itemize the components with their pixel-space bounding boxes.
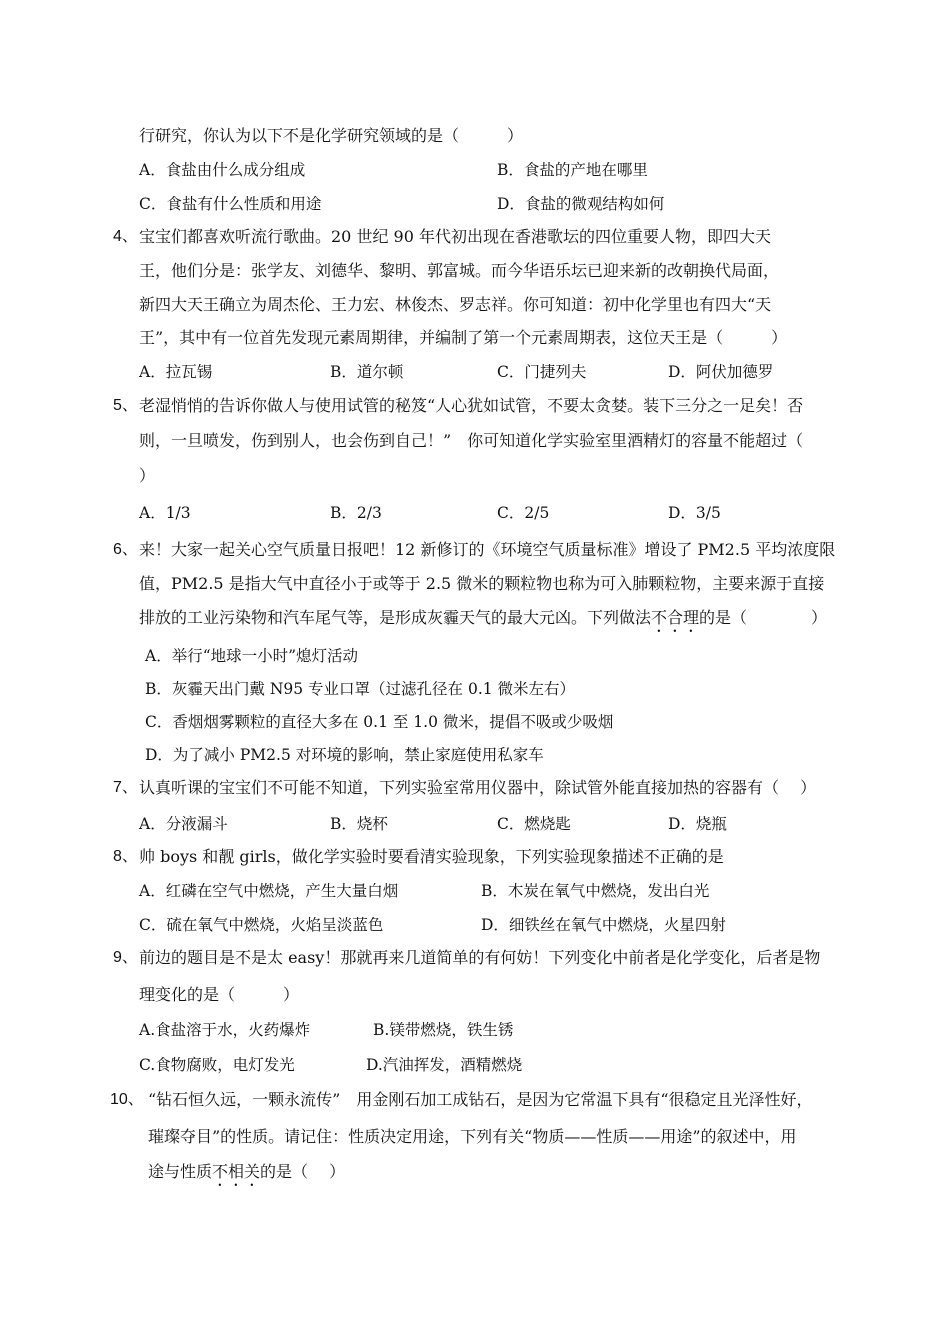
q6-option-a: A．举行“地球一小时”熄灯活动	[145, 647, 359, 665]
q4-stem-line4: 王”，其中有一位首先发现元素周期律，并编制了第一个元素周期表，这位天王是（ ）	[139, 328, 788, 347]
q4-stem-line1: 宝宝们都喜欢听流行歌曲。20 世纪 90 年代初出现在香港歌坛的四位重要人物，即四大天	[139, 227, 771, 246]
q6-option-d: D．为了减小 PM2.5 对环境的影响，禁止家庭使用私家车	[145, 746, 544, 764]
emphasis-text: 不相关	[212, 1162, 261, 1181]
q6-number: 6、	[113, 541, 138, 558]
q4-option-c: C．门捷列夫	[497, 363, 587, 381]
q9-option-a: A.食盐溶于水，火药爆炸	[139, 1021, 311, 1039]
q9-stem-line1: 前边的题目是不是太 easy！那就再来几道简单的有何妨！下列变化中前者是化学变化，后者是物	[139, 948, 821, 967]
q9-option-c: C.食物腐败，电灯发光	[139, 1056, 295, 1074]
q8-option-b: B．木炭在氧气中燃烧，发出白光	[481, 882, 710, 900]
q7-option-d: D．烧瓶	[668, 815, 727, 833]
q6-stem-line2: 值，PM2.5 是指大气中直径小于或等于 2.5 微米的颗粒物也称为可入肺颗粒物，主要来源于直接	[139, 574, 825, 593]
q8-stem-line1: 帅 boys 和靓 girls，做化学实验时要看清实验现象，下列实验现象描述不正确的是	[139, 847, 724, 866]
q7-option-b: B．烧杯	[330, 815, 388, 833]
q10-number: 10、	[110, 1091, 144, 1108]
q9-stem-line2: 理变化的是（ ）	[139, 985, 300, 1004]
q9-option-d: D.汽油挥发，酒精燃烧	[366, 1056, 523, 1074]
q4-option-a: A．拉瓦锡	[139, 363, 213, 381]
q4-stem-line3: 新四大天王确立为周杰伦、王力宏、林俊杰、罗志祥。你可知道：初中化学里也有四大“天	[139, 295, 772, 314]
q5-option-d: D．3/5	[668, 504, 721, 522]
q6-option-c: C．香烟烟雾颗粒的直径大多在 0.1 至 1.0 微米，提倡不吸或少吸烟	[145, 713, 614, 731]
q3-option-d: D．食盐的微观结构如何	[497, 195, 665, 213]
q8-number: 8、	[113, 848, 138, 865]
q8-option-a: A．红磷在空气中燃烧，产生大量白烟	[139, 882, 399, 900]
q7-option-a: A．分液漏斗	[139, 815, 228, 833]
q5-option-b: B．2/3	[330, 504, 382, 522]
q7-number: 7、	[113, 779, 138, 796]
emphasis-text: 不合理	[651, 608, 700, 627]
q10-stem-line1: “钻石恒久远，一颗永流传” 用金刚石加工成钻石，是因为它常温下具有“很稳定且光泽性好，	[148, 1090, 813, 1109]
q3-option-b: B．食盐的产地在哪里	[497, 161, 648, 179]
q6-stem-line3: 排放的工业污染物和汽车尾气等，是形成灰霾天气的最大元凶。下列做法不合理的是（ ）	[139, 608, 828, 627]
q7-stem-line1: 认真听课的宝宝们不可能不知道，下列实验室常用仪器中，除试管外能直接加热的容器有（ ）	[139, 778, 817, 797]
q3-option-c: C．食盐有什么性质和用途	[139, 195, 322, 213]
q10-stem-line3: 途与性质不相关的是（ ）	[148, 1162, 346, 1181]
q5-number: 5、	[113, 397, 138, 414]
q5-option-a: A．1/3	[139, 504, 191, 522]
q4-stem-line2: 王，他们分是：张学友、刘德华、黎明、郭富城。而今华语乐坛已迎来新的改朝换代局面，	[139, 261, 780, 280]
q8-option-c: C．硫在氧气中燃烧，火焰呈淡蓝色	[139, 916, 384, 934]
q10-stem-line2: 璀璨夺目”的性质。请记住：性质决定用途，下列有关“物质——性质——用途”的叙述中，用	[148, 1127, 797, 1146]
q4-option-d: D．阿伏加德罗	[668, 363, 774, 381]
q5-stem-line2: 则，一旦喷发，伤到别人，也会伤到自己！” 你可知道化学实验室里酒精灯的容量不能超过（	[139, 431, 804, 450]
q5-stem-line3: ）	[139, 466, 156, 485]
q7-option-c: C．燃烧匙	[497, 815, 571, 833]
q4-number: 4、	[113, 228, 138, 245]
q9-option-b: B.镁带燃烧，铁生锈	[373, 1021, 514, 1039]
q3-option-a: A．食盐由什么成分组成	[139, 161, 306, 179]
q4-option-b: B．道尔顿	[330, 363, 404, 381]
q6-stem-line1: 来！大家一起关心空气质量日报吧！12 新修订的《环境空气质量标准》增设了 PM2.5 平均浓度限	[139, 540, 836, 559]
q9-number: 9、	[113, 949, 138, 966]
q5-option-c: C．2/5	[497, 504, 550, 522]
q6-option-b: B．灰霾天出门戴 N95 专业口罩（过滤孔径在 0.1 微米左右）	[145, 680, 576, 698]
q3-stem: 行研究，你认为以下不是化学研究领域的是（ ）	[139, 126, 524, 145]
q5-stem-line1: 老湿悄悄的告诉你做人与使用试管的秘笈“人心犹如试管，不要太贪婪。装下三分之一足矣！否	[139, 396, 804, 415]
q8-option-d: D．细铁丝在氧气中燃烧，火星四射	[481, 916, 726, 934]
